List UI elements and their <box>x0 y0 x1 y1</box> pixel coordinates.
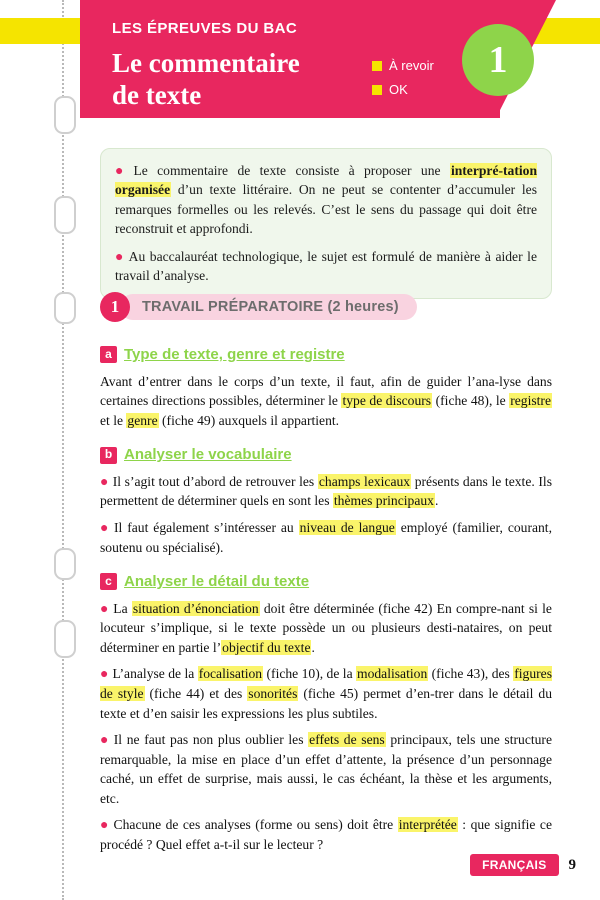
intro-p1-a: Le commentaire de texte consiste à proposer une <box>133 163 450 178</box>
bullet-icon: ● <box>115 164 130 179</box>
highlighted-term: type de discours <box>342 393 432 409</box>
subsection-title: Analyser le vocabulaire <box>124 446 292 464</box>
body-text: (fiche 44) et des <box>144 685 248 701</box>
bullet-icon: ● <box>100 818 110 834</box>
body-text: . <box>311 639 315 655</box>
body-text: Avant d’entrer dans le corps d’un texte, il faut, afin de guider l’ana-lyse dans certaines directions possibles, déterminer le <box>100 373 552 409</box>
section-heading <box>100 292 417 322</box>
subsection-title: Analyser le détail du texte <box>124 573 310 591</box>
highlighted-term: registre <box>510 393 551 409</box>
subsection-title: Type de texte, genre et registre <box>124 346 345 363</box>
highlighted-term: sonorités <box>248 685 298 701</box>
checkbox-a-revoir-label: À revoir <box>389 58 434 73</box>
highlighted-term: effets de sens <box>309 732 385 748</box>
body-text: Il s’agit tout d’abord de retrouver les <box>112 473 318 489</box>
intro-p2-text: Au baccalauréat technologique, le sujet est formulé de manière à aider le travail d’analyse. <box>115 249 537 284</box>
highlighted-term: interprétée <box>398 817 457 833</box>
page-title-line2: de texte <box>112 79 202 110</box>
checkbox-ok-label: OK <box>389 82 408 97</box>
subsection-tag: b <box>100 447 117 464</box>
intro-paragraph-2 <box>115 247 537 286</box>
body-text: (fiche 48), le <box>432 393 510 409</box>
body-text: et le <box>100 412 127 428</box>
highlighted-term: situation d’énonciation <box>132 600 259 616</box>
highlighted-term: objectif du texte <box>222 639 311 655</box>
body-text: Chacune de ces analyses (forme ou sens) doit être <box>113 817 398 833</box>
page-header <box>0 0 600 118</box>
binder-ring <box>54 620 76 658</box>
highlighted-term: niveau de langue <box>299 520 395 535</box>
page-footer <box>470 854 576 876</box>
body-text: Il ne faut pas non plus oublier les <box>113 732 309 748</box>
intro-p1-highlight: interpré-tation organisée <box>115 163 538 198</box>
checkbox-icon[interactable] <box>372 85 382 95</box>
intro-paragraph-1 <box>115 161 537 238</box>
page-title-line1: Le commentaire <box>112 48 300 78</box>
subsection-heading-b <box>100 444 552 466</box>
body-bullet <box>100 730 552 808</box>
body-text: doit être déterminée (fiche 42) En compre-nant si le locuteur s’implique, si le texte possède un ou plusieurs desti-nataires, on peut déterminer en partie l’ <box>100 600 552 655</box>
status-checkboxes <box>372 58 434 106</box>
body-text: (fiche 10), de la <box>263 666 357 682</box>
page-title <box>112 48 300 112</box>
bullet-icon: ● <box>100 474 109 490</box>
body-text: employé (familier, courant, soutenu ou spécialisé). <box>100 520 552 555</box>
body-text: . <box>434 493 439 509</box>
body-text: Il faut également s’intéresser au <box>114 520 299 535</box>
body-bullet <box>100 815 552 854</box>
subsection-tag: a <box>100 346 117 363</box>
body-text: présents dans le texte. Ils permettent de déterminer quels en sont les <box>100 473 552 509</box>
checkbox-icon[interactable] <box>372 61 382 71</box>
highlighted-term: genre <box>127 412 158 428</box>
body-text: L’analyse de la <box>112 666 198 682</box>
body-paragraph <box>100 372 552 431</box>
footer-subject-badge: FRANÇAIS <box>470 854 558 876</box>
subsection-heading-a <box>100 344 552 366</box>
body-text: La <box>113 600 132 616</box>
highlighted-term: focalisation <box>198 666 263 682</box>
binder-ring <box>54 292 76 324</box>
chapter-number-badge: 1 <box>462 24 534 96</box>
bullet-icon: ● <box>100 667 109 683</box>
body-bullet <box>100 472 552 511</box>
binder-ring <box>54 548 76 580</box>
body-text: (fiche 45) permet d’en-trer dans le détail du texte et d’en saisir les expressions les plus subtiles. <box>100 685 553 721</box>
page-body <box>100 330 552 861</box>
binder-ring <box>54 196 76 234</box>
body-text: principaux, tels une structure remarquable, la mise en place d’un effet d’attente, la présence d’un personnage caché, un effet de surprise, mais aussi, le cas échéant, la thèse et les arguments, etc. <box>100 732 552 806</box>
highlighted-term: champs lexicaux <box>318 473 411 489</box>
binder-dotted-line <box>62 0 64 900</box>
bullet-icon: ● <box>100 521 110 536</box>
body-bullet <box>100 599 552 658</box>
bullet-icon: ● <box>100 601 110 617</box>
checkbox-a-revoir[interactable] <box>372 58 434 73</box>
subsection-tag: c <box>100 573 117 590</box>
body-text: (fiche 43), des <box>428 666 514 682</box>
body-text: (fiche 49) auxquels il appartient. <box>158 412 340 428</box>
body-text: : que signifie ce procédé ? Quel effet a-t-il sur le lecteur ? <box>100 817 552 852</box>
body-bullet <box>100 664 552 723</box>
checkbox-ok[interactable] <box>372 82 434 97</box>
page-number: 9 <box>568 856 576 873</box>
section-title-pill: TRAVAIL PRÉPARATOIRE (2 heures) <box>120 294 417 320</box>
highlighted-term: figures de style <box>100 666 552 701</box>
intro-callout <box>100 148 552 299</box>
bullet-icon: ● <box>100 733 110 749</box>
section-number-badge: 1 <box>100 292 130 322</box>
subsection-heading-c <box>100 571 552 593</box>
header-kicker: LES ÉPREUVES DU BAC <box>112 20 298 37</box>
bullet-icon: ● <box>115 250 125 266</box>
highlighted-term: thèmes principaux <box>333 493 434 509</box>
intro-p1-b: d’un texte littéraire. On ne peut se contenter d’accumuler les remarques formelles ou les relevés. C’est le sens du passage qui doit être reconstruit et approfondi. <box>115 182 537 236</box>
highlighted-term: modalisation <box>357 666 428 682</box>
body-bullet <box>100 518 552 557</box>
